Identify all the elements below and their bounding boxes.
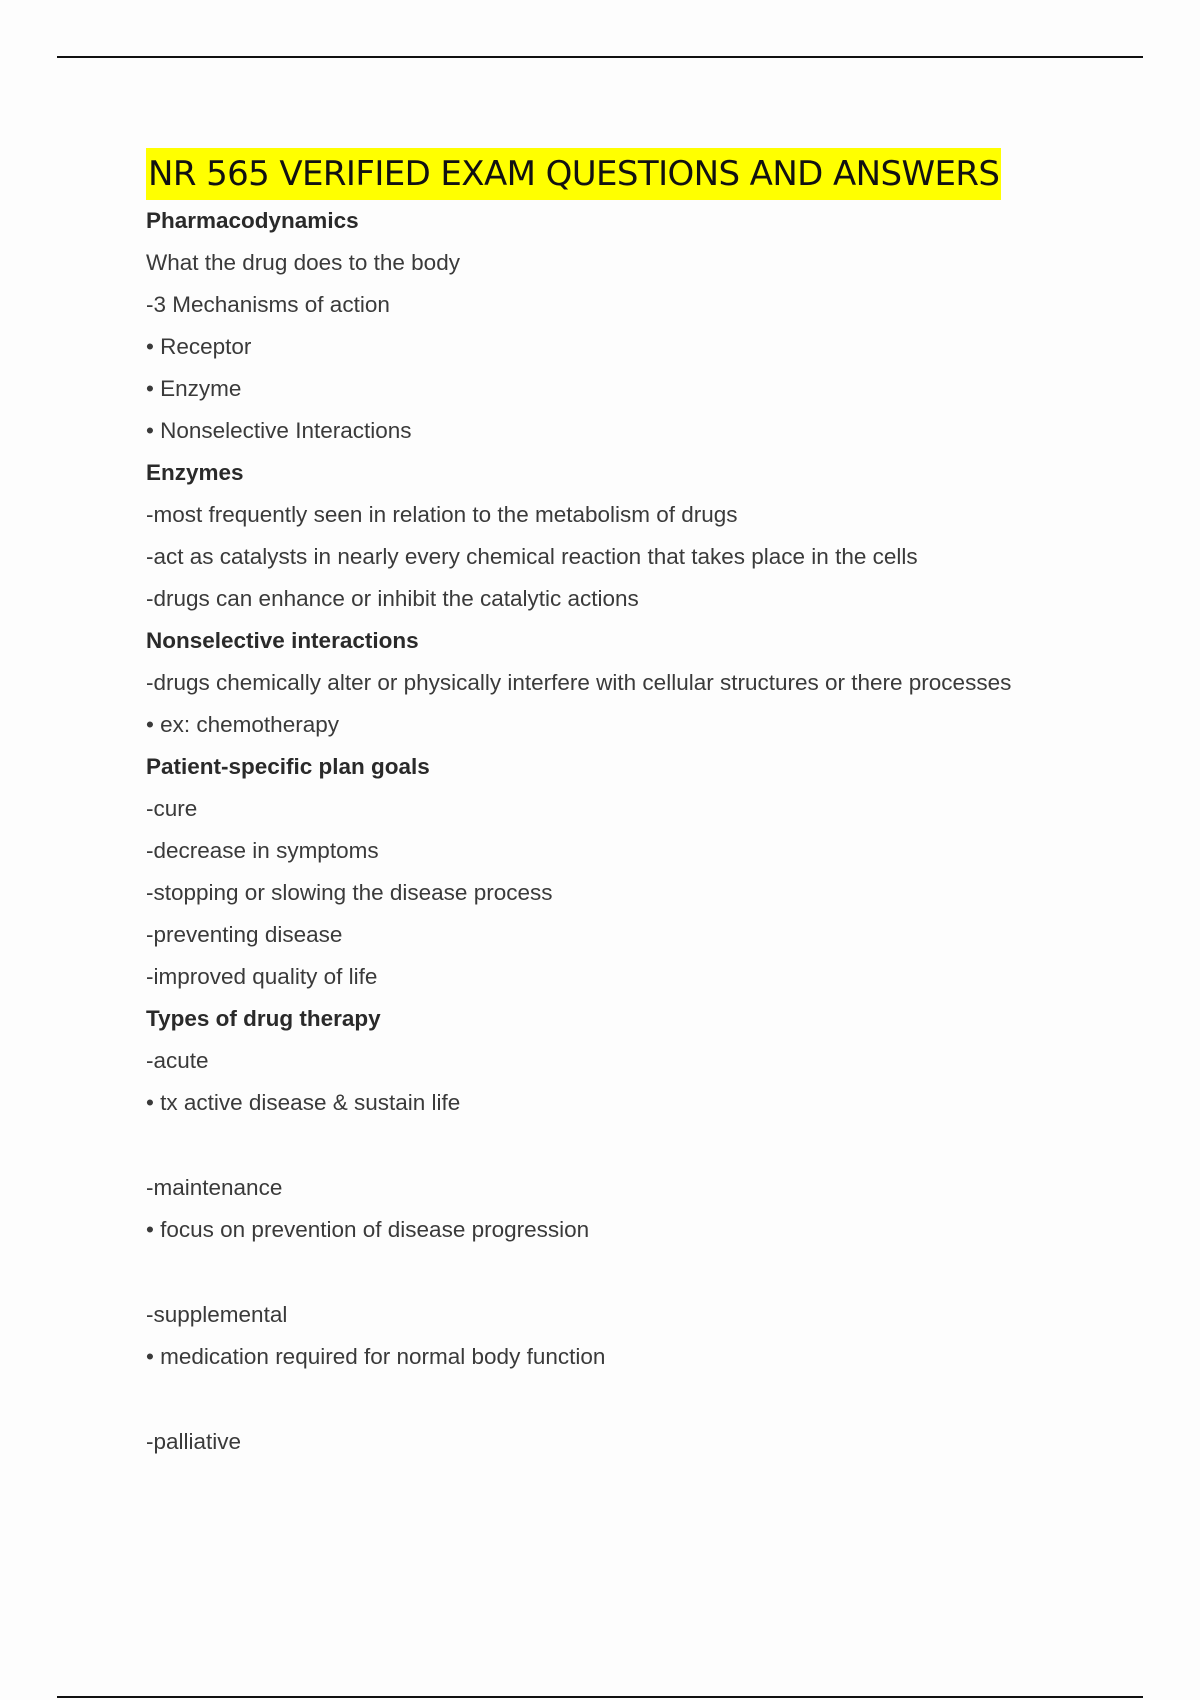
section-heading-types-of-drug-therapy: Types of drug therapy: [146, 1006, 381, 1031]
body-line: -maintenance: [146, 1175, 283, 1200]
body-line: -acute: [146, 1048, 209, 1073]
section-heading-nonselective-interactions: Nonselective interactions: [146, 628, 419, 653]
top-rule: [57, 56, 1143, 58]
section-heading-patient-specific-plan-goals: Patient-specific plan goals: [146, 754, 430, 779]
bullet-line: • focus on prevention of disease progression: [146, 1217, 590, 1242]
body-line: -decrease in symptoms: [146, 838, 379, 863]
body-line: -drugs chemically alter or physically interfere with cellular structures or there processes: [146, 670, 1012, 695]
blank-line: [146, 1378, 1146, 1421]
body-line: -drugs can enhance or inhibit the catalytic actions: [146, 586, 639, 611]
bullet-line: • Nonselective Interactions: [146, 418, 412, 443]
document-title: NR 565 VERIFIED EXAM QUESTIONS AND ANSWERS: [146, 148, 1001, 200]
blank-line: [146, 1251, 1146, 1294]
bullet-line: • ex: chemotherapy: [146, 712, 339, 737]
section-heading-pharmacodynamics: Pharmacodynamics: [146, 208, 359, 233]
body-line: What the drug does to the body: [146, 250, 460, 275]
bullet-line: • medication required for normal body function: [146, 1344, 606, 1369]
bullet-line: • Enzyme: [146, 376, 242, 401]
body-line: -stopping or slowing the disease process: [146, 880, 553, 905]
bottom-rule: [57, 1696, 1143, 1698]
blank-line: [146, 1124, 1146, 1167]
body-line: -palliative: [146, 1429, 242, 1454]
body-line: -preventing disease: [146, 922, 343, 947]
body-line: -most frequently seen in relation to the metabolism of drugs: [146, 502, 738, 527]
body-line: -act as catalysts in nearly every chemical reaction that takes place in the cells: [146, 544, 918, 569]
body-line: -improved quality of life: [146, 964, 378, 989]
body-line: -supplemental: [146, 1302, 288, 1327]
document-body: [146, 148, 1146, 1463]
body-line: -3 Mechanisms of action: [146, 292, 390, 317]
bullet-line: • tx active disease & sustain life: [146, 1090, 461, 1115]
section-heading-enzymes: Enzymes: [146, 460, 244, 485]
body-line: -cure: [146, 796, 198, 821]
bullet-line: • Receptor: [146, 334, 252, 359]
